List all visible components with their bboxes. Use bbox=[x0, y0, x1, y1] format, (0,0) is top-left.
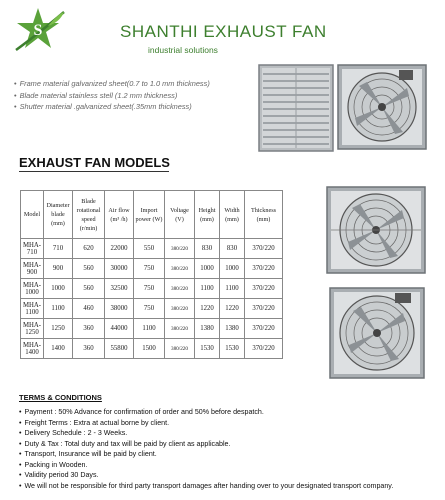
column-header: Import power (W) bbox=[134, 191, 165, 239]
table-cell: MHA-1100 bbox=[21, 299, 44, 319]
fan-models-table bbox=[20, 190, 283, 359]
column-header: Air flow (m³ /h) bbox=[105, 191, 134, 239]
table-cell: 380/220 bbox=[165, 299, 195, 319]
table-cell: 1100 bbox=[44, 299, 73, 319]
brand-name: SHANTHI EXHAUST FAN bbox=[120, 22, 327, 41]
column-header: Model bbox=[21, 191, 44, 239]
table-header-row bbox=[21, 191, 283, 239]
table-cell: 1220 bbox=[195, 299, 220, 319]
table-cell: 370/220 bbox=[245, 259, 283, 279]
table-cell: 750 bbox=[134, 279, 165, 299]
table-cell: 710 bbox=[44, 239, 73, 259]
table-cell: 22000 bbox=[105, 239, 134, 259]
table-cell: 1500 bbox=[134, 339, 165, 359]
spec-item: • Shutter material .galvanized sheet(.35mm thickness) bbox=[14, 101, 264, 113]
table-cell: 38000 bbox=[105, 299, 134, 319]
table-row bbox=[21, 239, 283, 259]
logo-letter: S bbox=[33, 22, 43, 39]
term-item: • Freight Terms : Extra at actual borne by client. bbox=[19, 418, 393, 429]
table-cell: 30000 bbox=[105, 259, 134, 279]
term-item: • Delivery Schedule : 2 - 3 Weeks. bbox=[19, 428, 393, 439]
table-cell: 1250 bbox=[44, 319, 73, 339]
term-item: • We will not be responsible for third party transport damages after handing over to your designated transport company. bbox=[19, 481, 393, 492]
term-item: • Transport, Insurance will be paid by client. bbox=[19, 449, 393, 460]
column-header: Height (mm) bbox=[195, 191, 220, 239]
table-cell: MHA-900 bbox=[21, 259, 44, 279]
table-row bbox=[21, 319, 283, 339]
exhaust-fan-image bbox=[326, 186, 426, 274]
table-cell: 830 bbox=[220, 239, 245, 259]
terms-title: TERMS & CONDITIONS bbox=[19, 393, 102, 402]
table-cell: 360 bbox=[73, 339, 105, 359]
table-cell: 1000 bbox=[195, 259, 220, 279]
shutter-fan-image bbox=[258, 64, 334, 152]
table-cell: 380/220 bbox=[165, 279, 195, 299]
table-cell: 1380 bbox=[195, 319, 220, 339]
table-cell: 370/220 bbox=[245, 339, 283, 359]
table-cell: 550 bbox=[134, 239, 165, 259]
table-cell: 830 bbox=[195, 239, 220, 259]
table-cell: 1220 bbox=[220, 299, 245, 319]
column-header: Thickness (mm) bbox=[245, 191, 283, 239]
table-cell: 370/220 bbox=[245, 299, 283, 319]
column-header: Blade rotational speed (r/min) bbox=[73, 191, 105, 239]
table-cell: 380/220 bbox=[165, 339, 195, 359]
table-cell: 1100 bbox=[134, 319, 165, 339]
table-cell: 560 bbox=[73, 279, 105, 299]
table-cell: 460 bbox=[73, 299, 105, 319]
table-cell: 1100 bbox=[220, 279, 245, 299]
term-item: • Duty & Tax : Total duty and tax will be paid by client as applicable. bbox=[19, 439, 393, 450]
spec-item: • Frame material galvanized sheet(0.7 to 1.0 mm thickness) bbox=[14, 78, 264, 90]
table-cell: 750 bbox=[134, 259, 165, 279]
material-specs bbox=[14, 78, 264, 113]
terms-list bbox=[19, 407, 393, 491]
table-cell: 560 bbox=[73, 259, 105, 279]
tagline: industrial solutions bbox=[148, 45, 218, 55]
table-cell: 380/220 bbox=[165, 259, 195, 279]
table-cell: MHA-1250 bbox=[21, 319, 44, 339]
table-cell: 32500 bbox=[105, 279, 134, 299]
table-cell: 1400 bbox=[44, 339, 73, 359]
title-underline bbox=[19, 171, 169, 172]
table-cell: 1380 bbox=[220, 319, 245, 339]
table-row bbox=[21, 259, 283, 279]
table-cell: 1000 bbox=[220, 259, 245, 279]
table-cell: 44000 bbox=[105, 319, 134, 339]
exhaust-fan-image bbox=[329, 287, 425, 379]
models-title: EXHAUST FAN MODELS bbox=[19, 155, 170, 170]
table-cell: 1000 bbox=[44, 279, 73, 299]
table-row bbox=[21, 299, 283, 319]
table-row bbox=[21, 339, 283, 359]
table-cell: 360 bbox=[73, 319, 105, 339]
table-cell: MHA-710 bbox=[21, 239, 44, 259]
table-cell: 1530 bbox=[220, 339, 245, 359]
term-item: • Payment : 50% Advance for confirmation of order and 50% before despatch. bbox=[19, 407, 393, 418]
table-cell: 380/220 bbox=[165, 319, 195, 339]
term-item: • Packing in Wooden. bbox=[19, 460, 393, 471]
table-cell: 55800 bbox=[105, 339, 134, 359]
table-cell: MHA-1000 bbox=[21, 279, 44, 299]
table-cell: 1100 bbox=[195, 279, 220, 299]
table-cell: 1530 bbox=[195, 339, 220, 359]
spec-item: • Blade material stainless stell (1.2 mm thickness) bbox=[14, 90, 264, 102]
company-logo bbox=[8, 4, 68, 56]
table-cell: 380/220 bbox=[165, 239, 195, 259]
table-cell: 900 bbox=[44, 259, 73, 279]
table-cell: 370/220 bbox=[245, 239, 283, 259]
exhaust-fan-image bbox=[337, 64, 427, 150]
table-row bbox=[21, 279, 283, 299]
column-header: Diameter blade (mm) bbox=[44, 191, 73, 239]
table-cell: 370/220 bbox=[245, 319, 283, 339]
column-header: Width (mm) bbox=[220, 191, 245, 239]
table-cell: MHA-1400 bbox=[21, 339, 44, 359]
term-item: • Validity period 30 Days. bbox=[19, 470, 393, 481]
column-header: Voltage (V) bbox=[165, 191, 195, 239]
table-cell: 750 bbox=[134, 299, 165, 319]
table-cell: 370/220 bbox=[245, 279, 283, 299]
table-cell: 620 bbox=[73, 239, 105, 259]
